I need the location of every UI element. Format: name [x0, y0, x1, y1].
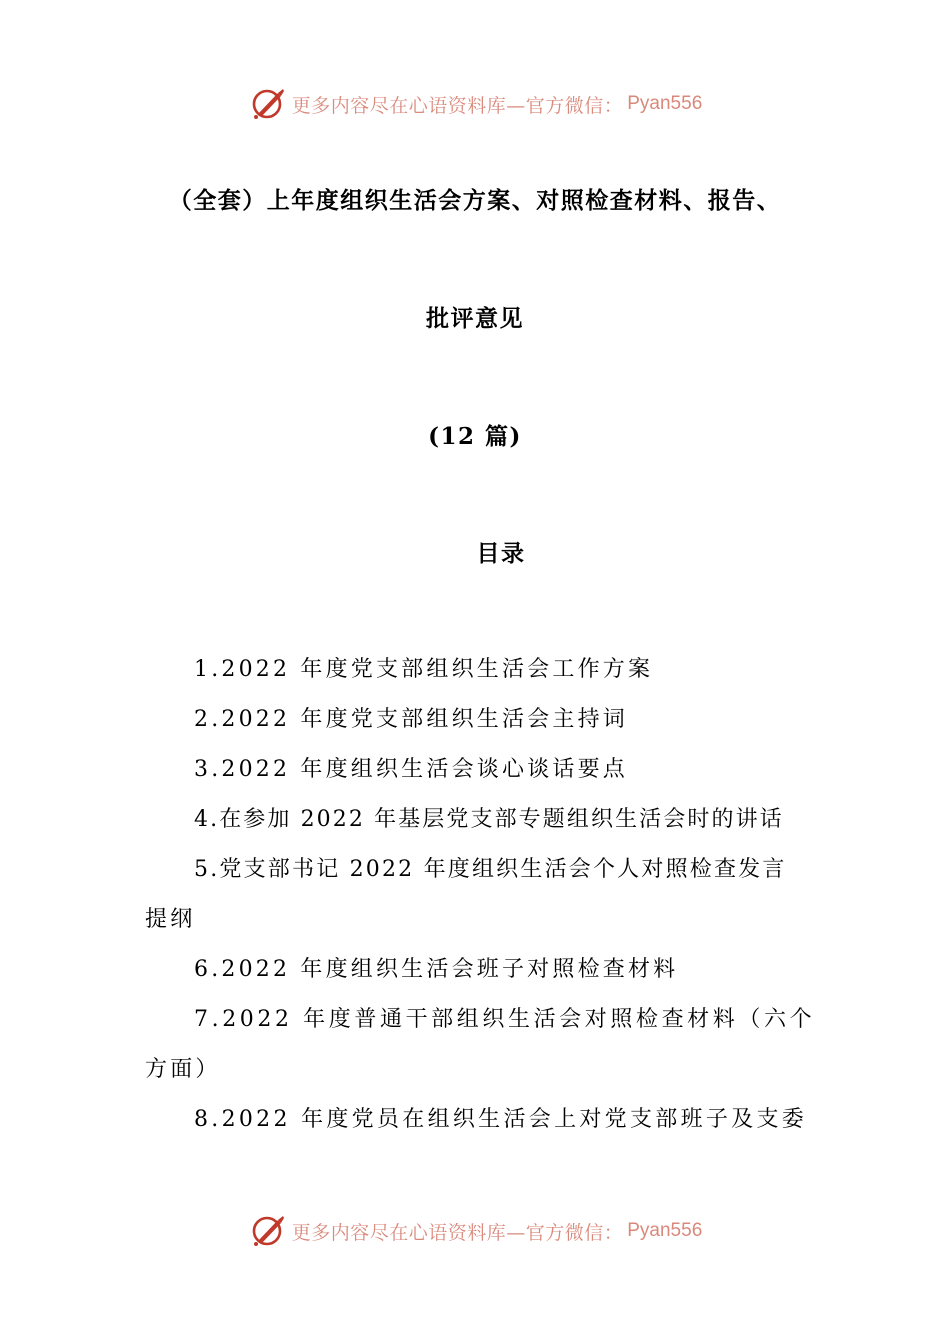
toc-item-4: 4.在参加 2022 年基层党支部专题组织生活会时的讲话: [194, 807, 784, 832]
header-watermark: [0, 84, 950, 124]
toc-item-8: 8.2022 年度党员在组织生活会上对党支部班子及支委: [194, 1107, 808, 1132]
watermark-wechat-id: Pyan556: [627, 1220, 703, 1241]
toc-item-7: 7.2022 年度普通干部组织生活会对照检查材料（六个: [194, 1007, 816, 1032]
document-count: (12 篇): [428, 423, 522, 450]
toc-heading: 目录: [476, 540, 526, 567]
toc-item-1: 1.2022 年度党支部组织生活会工作方案: [194, 657, 654, 682]
watermark-wechat-id: Pyan556: [627, 93, 703, 114]
toc-item-7-continued: 方面）: [145, 1057, 221, 1082]
toc-item-2: 2.2022 年度党支部组织生活会主持词: [194, 707, 628, 732]
watermark-text: 更多内容尽在心语资料库—官方微信：: [291, 94, 624, 117]
pen-nib-logo-icon: [248, 84, 288, 124]
document-title-line-1: （全套）上年度组织生活会方案、对照检查材料、报告、: [168, 187, 782, 214]
toc-item-5-continued: 提纲: [145, 907, 196, 932]
toc-item-6: 6.2022 年度组织生活会班子对照检查材料: [194, 957, 679, 982]
watermark-text: 更多内容尽在心语资料库—官方微信：: [291, 1221, 624, 1244]
document-title-line-2: 批评意见: [426, 305, 524, 332]
toc-item-3: 3.2022 年度组织生活会谈心谈话要点: [194, 757, 628, 782]
footer-watermark: [0, 1211, 950, 1251]
toc-item-5: 5.党支部书记 2022 年度组织生活会个人对照检查发言: [194, 857, 787, 882]
pen-nib-logo-icon: [248, 1211, 288, 1251]
